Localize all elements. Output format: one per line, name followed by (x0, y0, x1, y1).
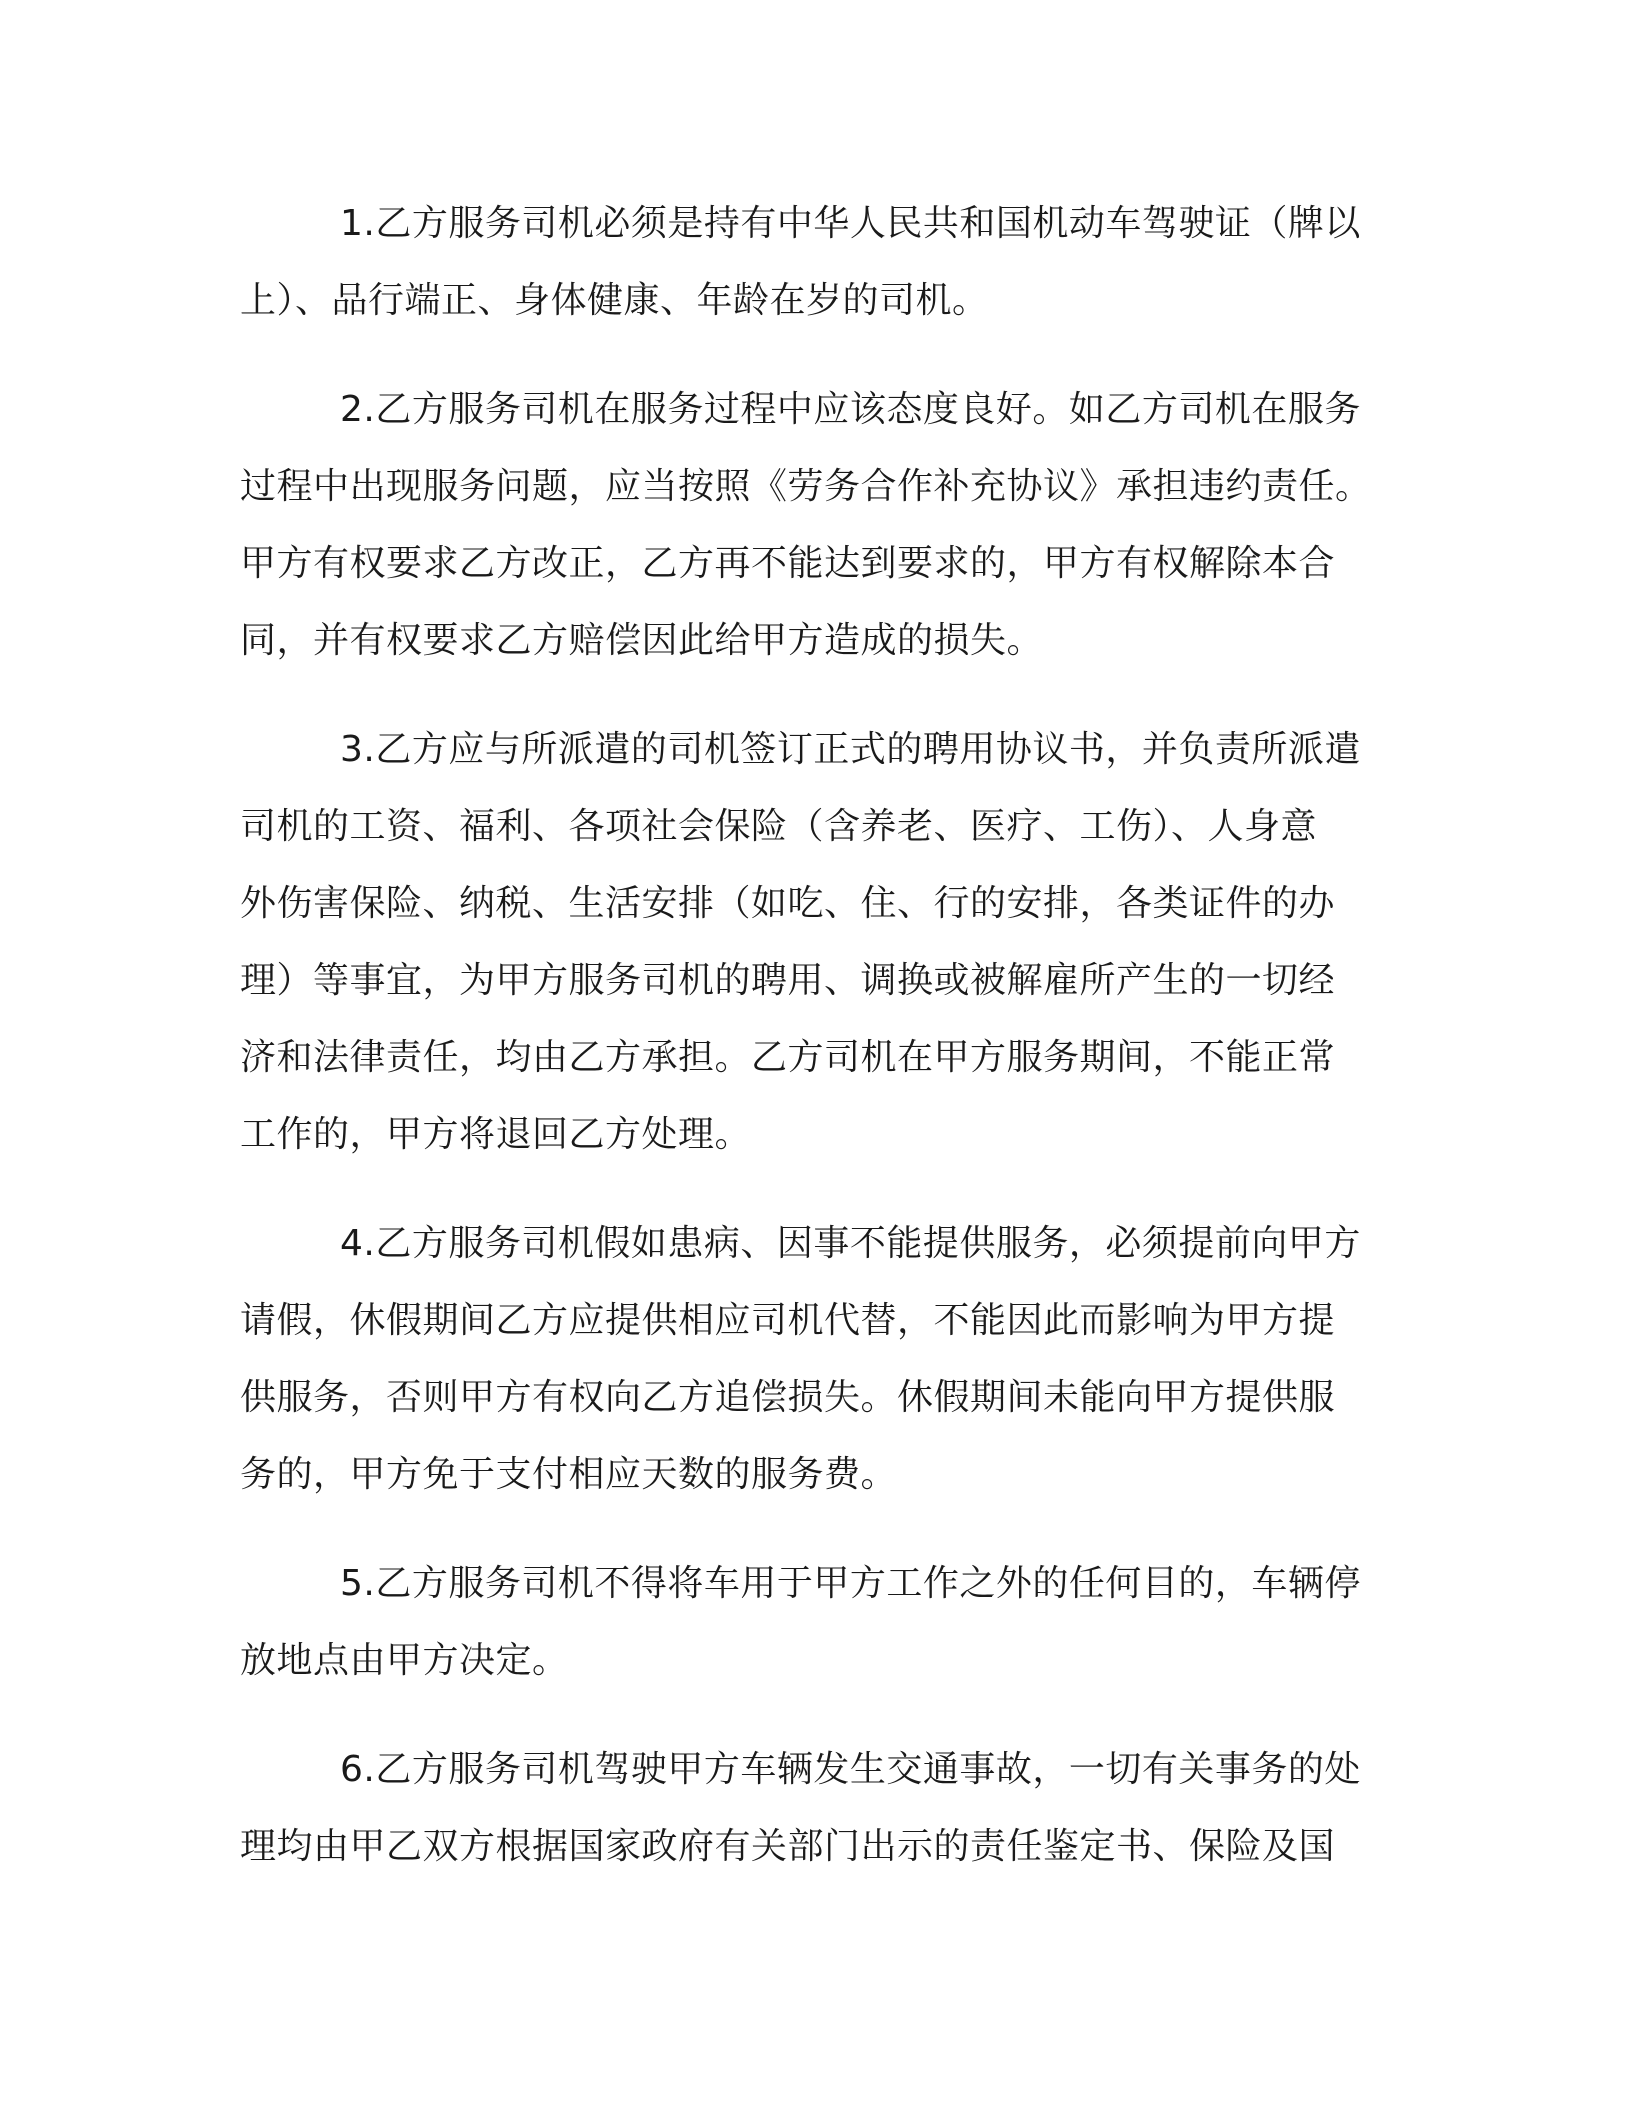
paragraph-line: 甲方有权要求乙方改正，乙方再不能达到要求的，甲方有权解除本合 (240, 543, 1336, 584)
paragraph-line: 放地点由甲方决定。 (240, 1640, 569, 1681)
paragraph-3 (240, 711, 1370, 1173)
paragraph-line: 1.乙方服务司机必须是持有中华人民共和国机动车驾驶证（牌以 (340, 203, 1361, 244)
document-body (240, 185, 1370, 1917)
paragraph-line: 上）、品行端正、身体健康、年龄在岁的司机。 (240, 280, 989, 321)
paragraph-line: 理均由甲乙双方根据国家政府有关部门出示的责任鉴定书、保险及国 (240, 1826, 1336, 1867)
paragraph-line: 请假，休假期间乙方应提供相应司机代替，不能因此而影响为甲方提 (240, 1300, 1336, 1341)
paragraph-4 (240, 1205, 1370, 1513)
paragraph-2 (240, 371, 1370, 679)
paragraph-6 (240, 1731, 1370, 1885)
paragraph-line: 司机的工资、福利、各项社会保险（含养老、医疗、工伤）、人身意 (240, 806, 1318, 847)
paragraph-line: 济和法律责任，均由乙方承担。乙方司机在甲方服务期间，不能正常 (240, 1037, 1336, 1078)
paragraph-line: 供服务，否则甲方有权向乙方追偿损失。休假期间未能向甲方提供服 (240, 1377, 1336, 1418)
paragraph-line: 工作的，甲方将退回乙方处理。 (240, 1114, 752, 1155)
paragraph-line: 过程中出现服务问题，应当按照《劳务合作补充协议》承担违约责任。 (240, 466, 1372, 507)
paragraph-line: 6.乙方服务司机驾驶甲方车辆发生交通事故，一切有关事务的处 (340, 1749, 1361, 1790)
paragraph-1 (240, 185, 1370, 339)
paragraph-5 (240, 1545, 1370, 1699)
paragraph-line: 3.乙方应与所派遣的司机签订正式的聘用协议书，并负责所派遣 (340, 729, 1361, 770)
paragraph-line: 2.乙方服务司机在服务过程中应该态度良好。如乙方司机在服务 (340, 389, 1361, 430)
paragraph-line: 外伤害保险、纳税、生活安排（如吃、住、行的安排，各类证件的办 (240, 883, 1336, 924)
paragraph-line: 5.乙方服务司机不得将车用于甲方工作之外的任何目的，车辆停 (340, 1563, 1361, 1604)
paragraph-line: 4.乙方服务司机假如患病、因事不能提供服务，必须提前向甲方 (340, 1223, 1361, 1264)
paragraph-line: 务的，甲方免于支付相应天数的服务费。 (240, 1454, 898, 1495)
paragraph-line: 同，并有权要求乙方赔偿因此给甲方造成的损失。 (240, 620, 1044, 661)
paragraph-line: 理）等事宜，为甲方服务司机的聘用、调换或被解雇所产生的一切经 (240, 960, 1336, 1001)
